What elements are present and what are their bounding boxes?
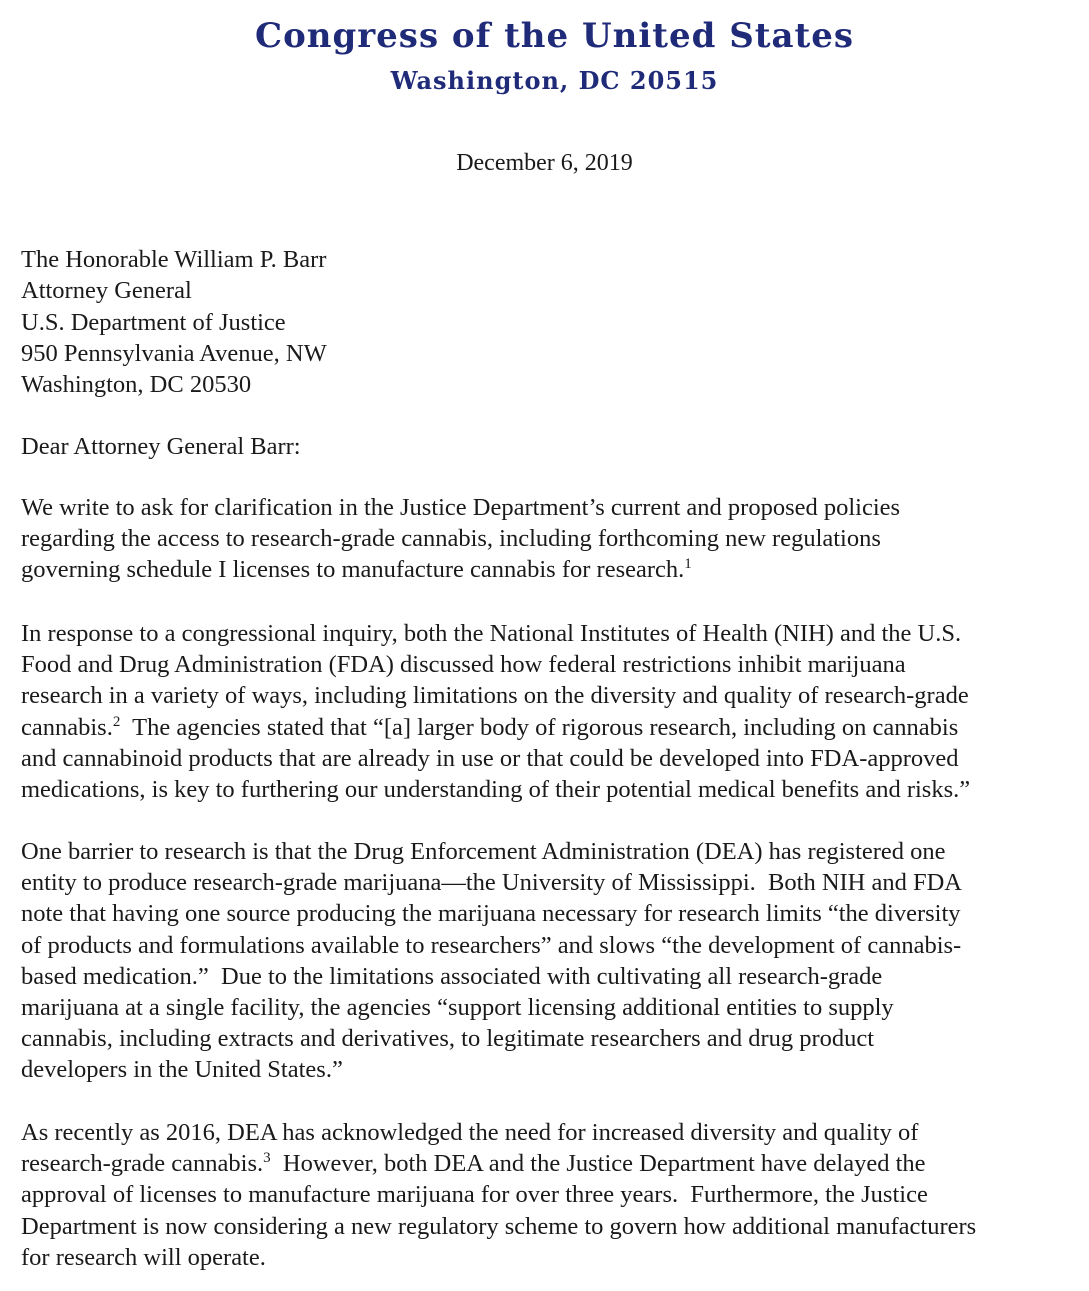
text-line: developers in the United States.” [21,1056,343,1084]
paragraph-2 [21,618,970,805]
text-line: medications, is key to furthering our understanding of their potential medical benefits and risks.” [21,776,971,804]
text-line: entity to produce research-grade marijuana—the University of Mississippi. Both NIH and FDA [21,869,963,897]
text-line [21,554,900,585]
text-line: As recently as 2016, DEA has acknowledged the need for increased diversity and quality of [21,1119,919,1146]
text-line: for research will operate. [21,1243,266,1271]
text-span: The agencies stated that “[a] larger body of rigorous research, including on cannabis [120,713,959,741]
address-line: The Honorable William P. Barr [21,246,327,273]
letter-date: December 6, 2019 [456,150,633,176]
footnote-marker: 1 [684,556,692,573]
text-line: One barrier to research is that the Drug Enforcement Administration (DEA) has registered one [21,838,946,865]
text-line: approval of licenses to manufacture marijuana for over three years. Furthermore, the Justice [21,1181,928,1209]
footnote-marker: 2 [112,713,121,730]
text-span: cannabis. [21,713,113,741]
text-line: In response to a congressional inquiry, both the National Institutes of Health (NIH) and the U.S. [21,620,962,647]
recipient-address [21,244,327,400]
letterhead-city: Washington, DC 20515 [390,66,719,95]
address-line: U.S. Department of Justice [21,308,286,336]
text-line: cannabis, including extracts and derivatives, to legitimate researchers and drug product [21,1025,875,1053]
paragraph-1 [21,492,900,586]
address-line: 950 Pennsylvania Avenue, NW [21,339,327,367]
address-line: Attorney General [21,277,192,305]
text-line: regarding the access to research-grade cannabis, including forthcoming new regulations [21,525,881,553]
text-span: However, both DEA and the Justice Department have delayed the [270,1150,926,1178]
text-line: of products and formulations available to researchers” and slows “the development of cannabis- [21,931,962,959]
letterhead-title: Congress of the United States [255,16,854,56]
text-line: We write to ask for clarification in the Justice Department’s current and proposed policies [21,494,901,521]
salutation: Dear Attorney General Barr: [21,433,301,460]
text-line: marijuana at a single facility, the agencies “support licensing additional entities to supply [21,994,894,1022]
text-line: Department is now considering a new regulatory scheme to govern how additional manufacturers [21,1212,977,1240]
address-line: Washington, DC 20530 [21,371,252,399]
text-line [21,1148,976,1179]
text-line [21,712,970,743]
footnote-marker: 3 [263,1150,271,1167]
text-span: research-grade cannabis. [21,1150,264,1178]
text-span: governing schedule I licenses to manufacture cannabis for research. [21,556,685,584]
text-line: based medication.” Due to the limitations associated with cultivating all research-grade [21,962,883,990]
text-line: and cannabinoid products that are already in use or that could be developed into FDA-approved [21,744,959,772]
text-line: note that having one source producing the marijuana necessary for research limits “the diversity [21,900,961,928]
paragraph-3 [21,836,962,1086]
text-line: research in a variety of ways, including limitations on the diversity and quality of research-grade [21,682,969,710]
text-line: Food and Drug Administration (FDA) discussed how federal restrictions inhibit marijuana [21,651,906,679]
paragraph-4 [21,1117,976,1273]
